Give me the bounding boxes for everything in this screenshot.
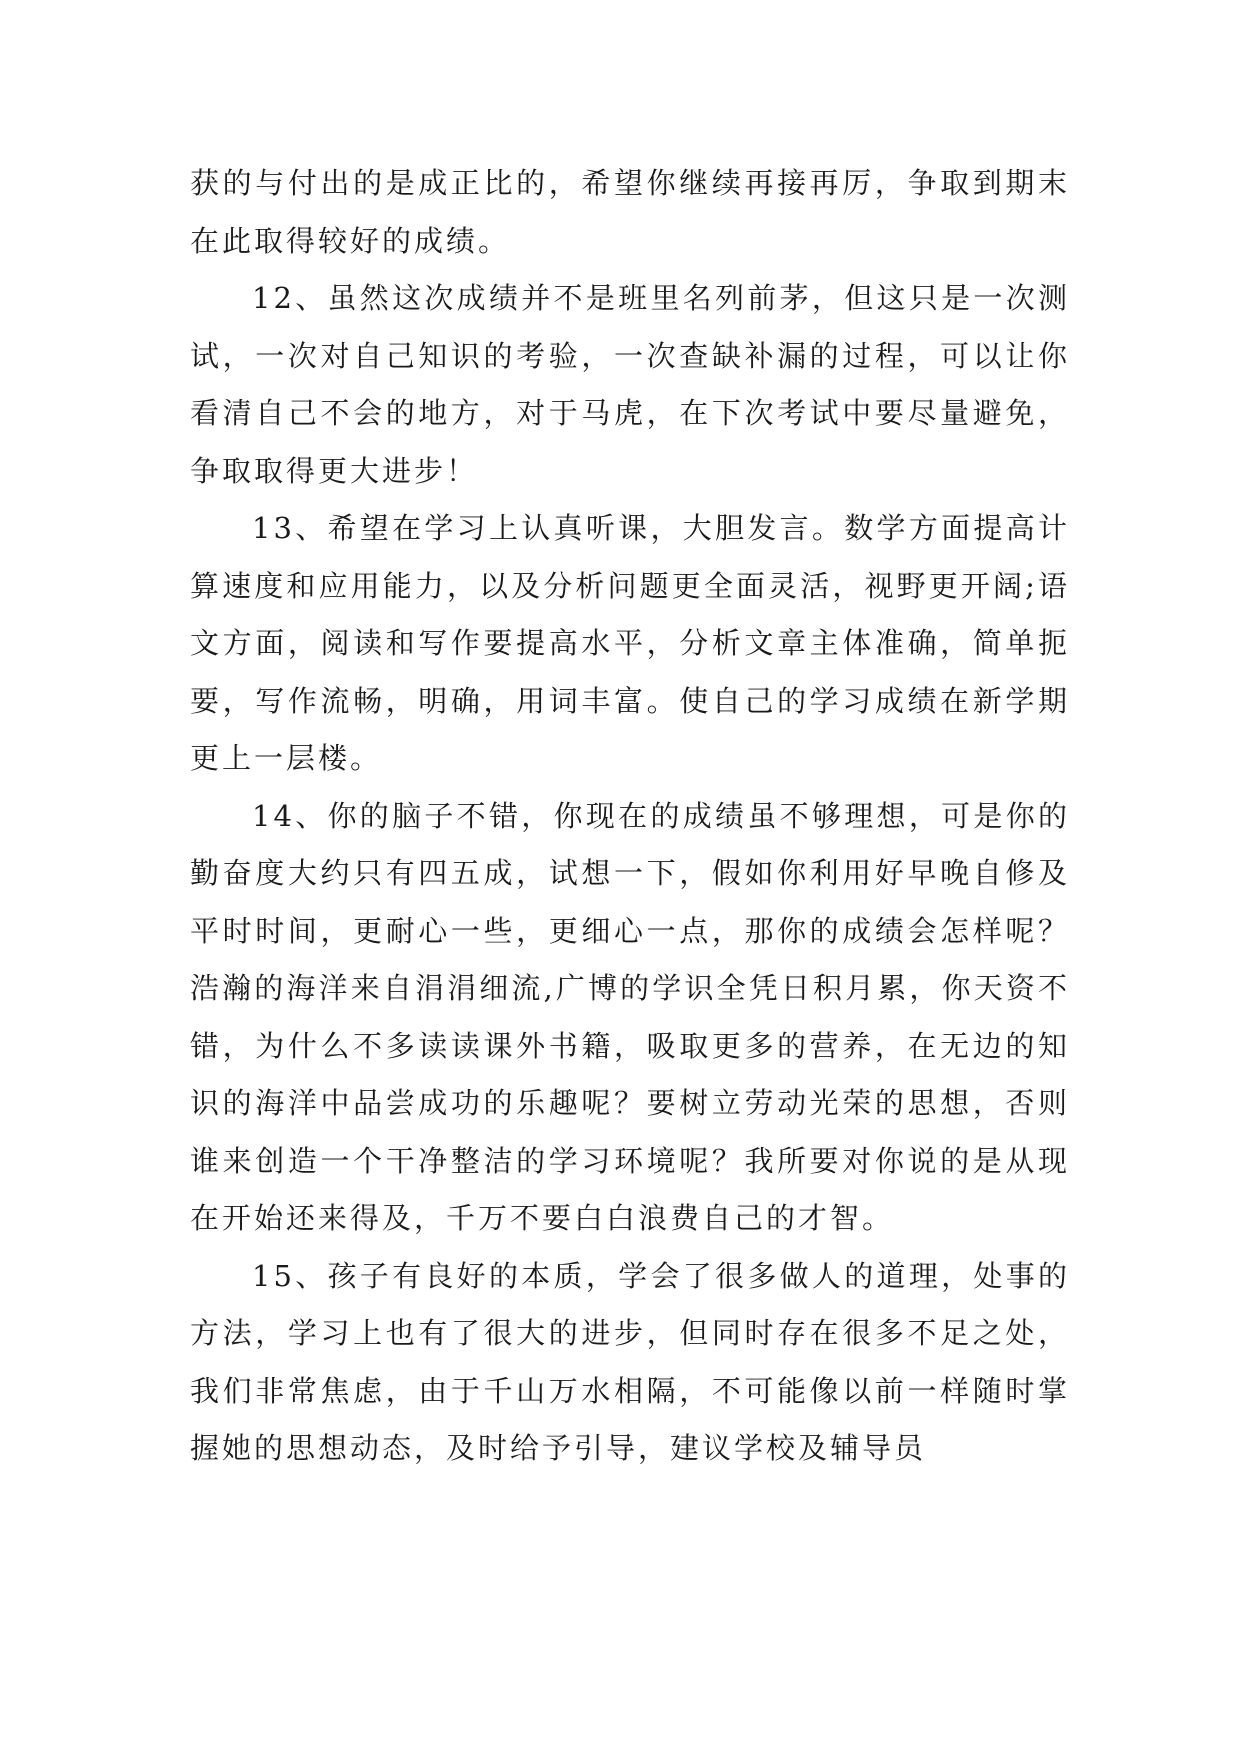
paragraph-continuation: 获的与付出的是成正比的，希望你继续再接再厉，争取到期末在此取得较好的成绩。 (190, 166, 1070, 258)
document-body (190, 155, 1070, 1478)
paragraph-14: 14、你的脑子不错，你现在的成绩虽不够理想，可是你的勤奋度大约只有四五成，试想一下，假如你利用好早晚自修及平时时间，更耐心一些，更细心一点，那你的成绩会怎样呢？浩瀚的海洋来自涓涓细流,广博的学识全凭日积月累，你天资不错，为什么不多读读课外书籍，吸取更多的营养，在无边的知识的海洋中品尝成功的乐趣呢？要树立劳动光荣的思想，否则谁来创造一个干净整洁的学习环境呢？我所要对你说的是从现在开始还来得及，千万不要白白浪费自己的才智。 (190, 798, 1070, 1235)
paragraph-12: 12、虽然这次成绩并不是班里名列前茅，但这只是一次测试，一次对自己知识的考验，一次查缺补漏的过程，可以让你看清自己不会的地方，对于马虎，在下次考试中要尽量避免，争取取得更大进步！ (190, 281, 1070, 488)
paragraph-15: 15、孩子有良好的本质，学会了很多做人的道理，处事的方法，学习上也有了很大的进步，但同时存在很多不足之处，我们非常焦虑，由于千山万水相隔，不可能像以前一样随时掌握她的思想动态，及时给予引导，建议学校及辅导员 (190, 1258, 1070, 1465)
paragraph-13: 13、希望在学习上认真听课，大胆发言。数学方面提高计算速度和应用能力，以及分析问题更全面灵活，视野更开阔;语文方面，阅读和写作要提高水平，分析文章主体准确，简单扼要，写作流畅，明确，用词丰富。使自己的学习成绩在新学期更上一层楼。 (190, 511, 1070, 775)
